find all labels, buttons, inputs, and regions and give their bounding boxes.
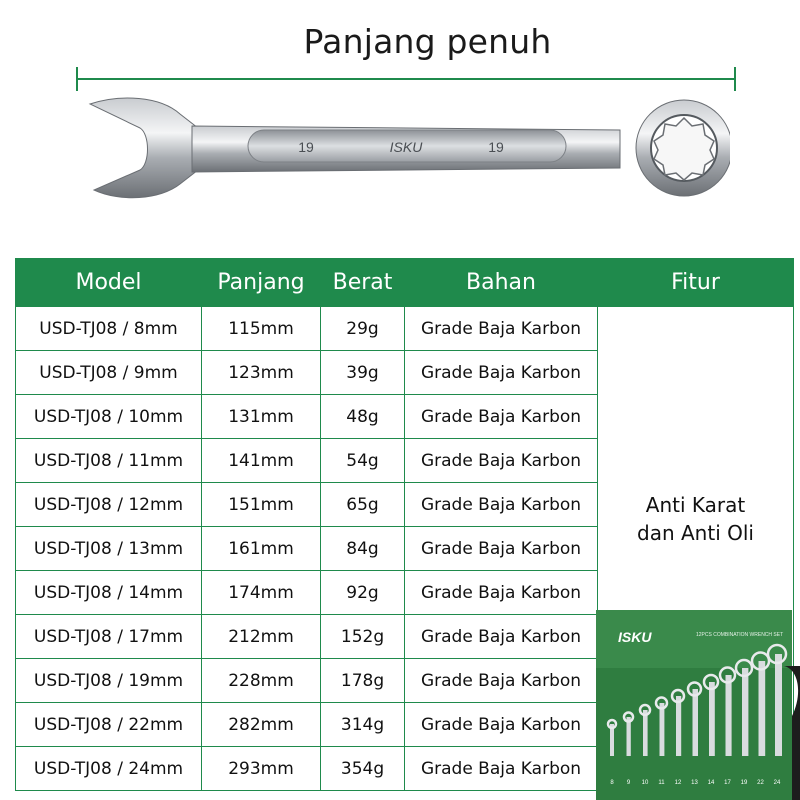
header-material: Bahan [405, 259, 598, 307]
cell-length: 228mm [202, 659, 321, 703]
feature-text [598, 491, 793, 547]
pouch-wrench [775, 654, 782, 756]
cell-weight: 39g [321, 351, 405, 395]
cell-model: USD-TJ08 / 14mm [16, 571, 202, 615]
pouch-label: 12PCS COMBINATION WRENCH SET [696, 632, 784, 638]
cell-length: 151mm [202, 483, 321, 527]
cell-length: 293mm [202, 747, 321, 791]
pouch-size-label: 9 [626, 780, 631, 786]
pouch-size-label: 11 [658, 780, 665, 786]
cell-length: 174mm [202, 571, 321, 615]
header-weight: Berat [321, 259, 405, 307]
pouch-size-label: 12 [674, 780, 682, 786]
cell-weight: 152g [321, 615, 405, 659]
cell-model: USD-TJ08 / 19mm [16, 659, 202, 703]
cell-weight: 54g [321, 439, 405, 483]
pouch-size-label: 19 [740, 780, 748, 786]
pouch-wrench [742, 668, 748, 756]
pouch-size-label: 17 [724, 780, 731, 786]
cell-material: Grade Baja Karbon [405, 395, 598, 439]
cell-material: Grade Baja Karbon [405, 703, 598, 747]
pouch-size-label: 10 [641, 780, 649, 786]
pouch-size-label: 13 [691, 780, 698, 786]
cell-length: 212mm [202, 615, 321, 659]
cell-model: USD-TJ08 / 24mm [16, 747, 202, 791]
cell-model: USD-TJ08 / 11mm [16, 439, 202, 483]
cell-material: Grade Baja Karbon [405, 527, 598, 571]
pouch-wrench [627, 717, 631, 756]
header-length: Panjang [202, 259, 321, 307]
cell-length: 141mm [202, 439, 321, 483]
cell-model: USD-TJ08 / 12mm [16, 483, 202, 527]
header-feature: Fitur [598, 259, 794, 307]
pouch-wrench [676, 696, 681, 756]
cell-model: USD-TJ08 / 13mm [16, 527, 202, 571]
cell-model: USD-TJ08 / 8mm [16, 307, 202, 351]
pouch-size-label: 22 [757, 780, 764, 786]
length-indicator-line [76, 78, 736, 80]
pouch-wrench [693, 689, 699, 756]
cell-length: 115mm [202, 307, 321, 351]
cell-material: Grade Baja Karbon [405, 615, 598, 659]
cell-model: USD-TJ08 / 22mm [16, 703, 202, 747]
pouch-wrench [709, 682, 715, 756]
cell-weight: 178g [321, 659, 405, 703]
pouch-brand: ISKU [618, 629, 652, 645]
pouch-wrench [643, 710, 648, 756]
cell-weight: 48g [321, 395, 405, 439]
cell-length: 161mm [202, 527, 321, 571]
feature-line-2: dan Anti Oli [637, 521, 754, 545]
wrench-set-pouch-image [596, 606, 800, 800]
pouch-wrench [660, 703, 665, 756]
cell-model: USD-TJ08 / 10mm [16, 395, 202, 439]
cell-material: Grade Baja Karbon [405, 571, 598, 615]
wrench-brand: ISKU [389, 139, 423, 155]
cell-material: Grade Baja Karbon [405, 439, 598, 483]
pouch-wrench [726, 675, 732, 756]
header-model: Model [16, 259, 202, 307]
table-header-row [16, 259, 794, 307]
pouch-size-label: 24 [773, 780, 781, 786]
cell-weight: 29g [321, 307, 405, 351]
wrench-size-left: 19 [298, 139, 314, 155]
cell-weight: 354g [321, 747, 405, 791]
cell-model: USD-TJ08 / 9mm [16, 351, 202, 395]
cell-model: USD-TJ08 / 17mm [16, 615, 202, 659]
wrench-size-right: 19 [488, 139, 504, 155]
cell-weight: 84g [321, 527, 405, 571]
cell-length: 123mm [202, 351, 321, 395]
feature-line-1: Anti Karat [645, 493, 746, 517]
cell-material: Grade Baja Karbon [405, 659, 598, 703]
cell-material: Grade Baja Karbon [405, 351, 598, 395]
cell-length: 282mm [202, 703, 321, 747]
pouch-wrench [759, 661, 766, 756]
table-row [16, 307, 794, 351]
cell-weight: 65g [321, 483, 405, 527]
cell-weight: 314g [321, 703, 405, 747]
cell-material: Grade Baja Karbon [405, 747, 598, 791]
cell-material: Grade Baja Karbon [405, 483, 598, 527]
cell-length: 131mm [202, 395, 321, 439]
cell-weight: 92g [321, 571, 405, 615]
wrench-image [80, 92, 730, 204]
page-title: Panjang penuh [303, 22, 552, 61]
cell-material: Grade Baja Karbon [405, 307, 598, 351]
pouch-size-label: 8 [610, 780, 614, 786]
pouch-size-label: 14 [707, 780, 715, 786]
